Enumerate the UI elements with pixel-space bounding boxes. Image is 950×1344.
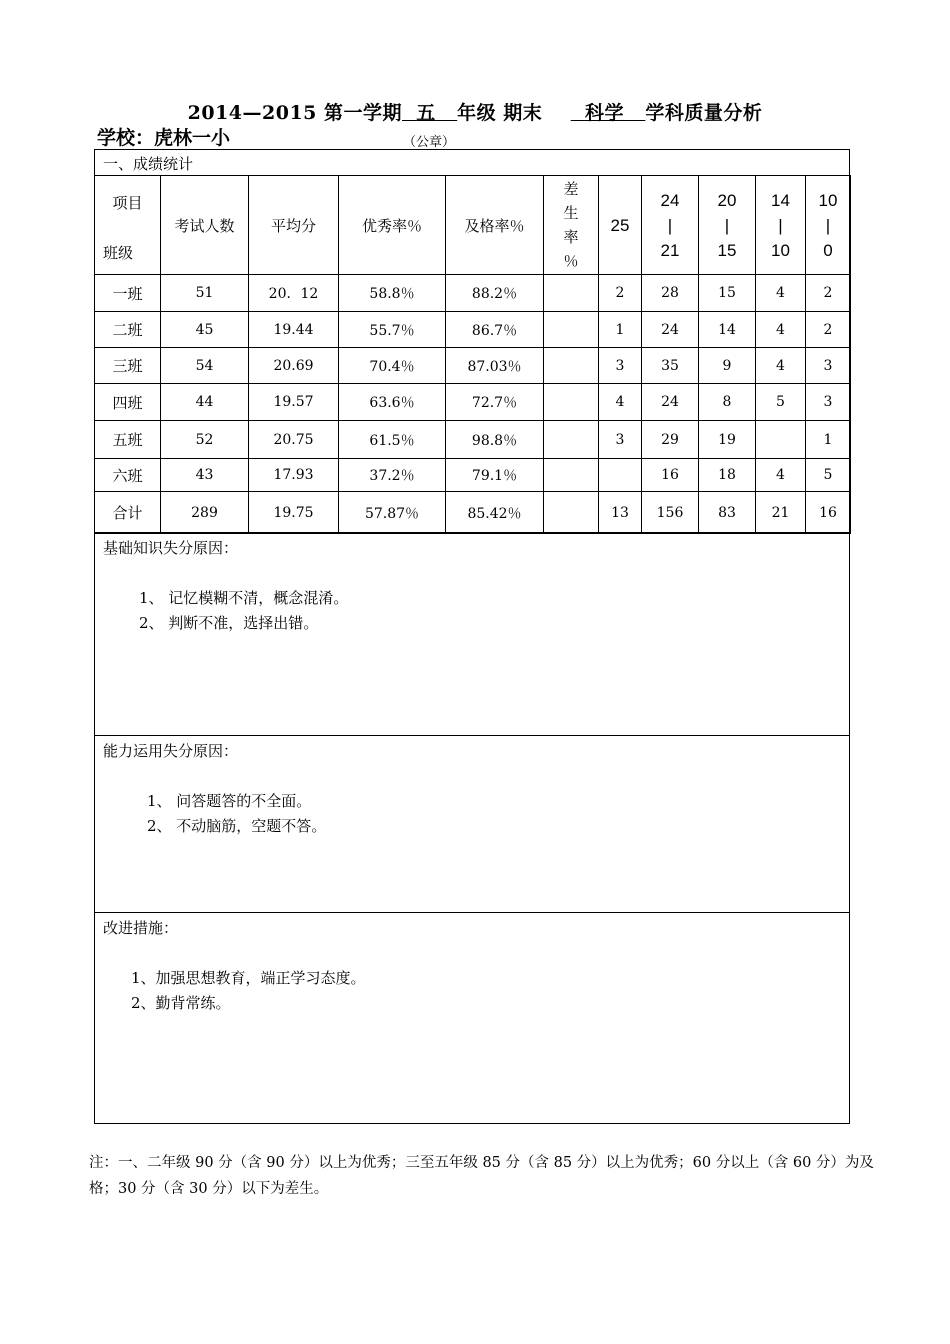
- cell-average: 20．12: [249, 275, 339, 312]
- cell-average: 19.44: [249, 312, 339, 348]
- header-average: 平均分: [249, 176, 339, 275]
- cell-score-10-0: 2: [806, 312, 851, 348]
- table-row: [95, 384, 851, 421]
- cell-average: 19.57: [249, 384, 339, 421]
- header-score-14-10: [756, 176, 806, 275]
- cell-count: 45: [161, 312, 249, 348]
- cell-low: [544, 312, 599, 348]
- header-score-24-21: [642, 176, 699, 275]
- low-rate-char: 生: [563, 204, 579, 222]
- cell-class: 二班: [95, 312, 161, 348]
- cell-pass: 88.2％: [446, 275, 544, 312]
- cell-excellent: 70.4％: [339, 348, 446, 384]
- range-bottom: 0: [823, 240, 833, 260]
- cell-pass: 85.42％: [446, 492, 544, 534]
- header-score-25: 25: [599, 176, 642, 275]
- improvement-label: 改进措施：: [103, 919, 179, 937]
- cell-score-20-15: 9: [699, 348, 756, 384]
- range-sep: |: [778, 215, 783, 235]
- cell-score-25: 13: [599, 492, 642, 534]
- cell-score-24-21: 16: [642, 459, 699, 492]
- low-rate-char: 差: [563, 180, 579, 198]
- header-excellent-rate: 优秀率％: [339, 176, 446, 275]
- cell-excellent: 57.87％: [339, 492, 446, 534]
- cell-score-25: 3: [599, 348, 642, 384]
- cell-average: 20.75: [249, 421, 339, 459]
- table-row: [95, 421, 851, 459]
- cell-score-20-15: 19: [699, 421, 756, 459]
- header-class-label: 班级: [103, 244, 134, 262]
- cell-low: [544, 384, 599, 421]
- cell-class: 合计: [95, 492, 161, 534]
- range-bottom: 10: [771, 240, 790, 260]
- cell-score-14-10: 4: [756, 275, 806, 312]
- cell-score-24-21: 24: [642, 312, 699, 348]
- header-score-20-15: [699, 176, 756, 275]
- cell-class: 三班: [95, 348, 161, 384]
- cell-score-25: 2: [599, 275, 642, 312]
- footnote: 注：一、二年级 90 分（含 90 分）以上为优秀；三至五年级 85 分（含 85 分）以上为优秀；60 分以上（含 60 分）为及格；30 分（含 30 分）以下为差生。: [89, 1155, 874, 1197]
- cell-score-24-21: 24: [642, 384, 699, 421]
- cell-score-10-0: 3: [806, 348, 851, 384]
- cell-pass: 79.1％: [446, 459, 544, 492]
- range-top: 24: [660, 190, 680, 210]
- header-item-label: 项目: [112, 194, 143, 212]
- header-item-class: [95, 176, 161, 275]
- cell-count: 43: [161, 459, 249, 492]
- table-row: [95, 275, 851, 312]
- cell-count: 289: [161, 492, 249, 534]
- cell-score-10-0: 1: [806, 421, 851, 459]
- range-top: 20: [717, 190, 737, 210]
- cell-low: [544, 459, 599, 492]
- cell-score-20-15: 15: [699, 275, 756, 312]
- cell-excellent: 55.7％: [339, 312, 446, 348]
- cell-score-10-0: 2: [806, 275, 851, 312]
- title-subject: [571, 102, 646, 124]
- cell-low: [544, 275, 599, 312]
- cell-score-24-21: 35: [642, 348, 699, 384]
- header-exam-count: 考试人数: [161, 176, 249, 275]
- cell-score-14-10: 4: [756, 312, 806, 348]
- official-seal-label: （公章）: [403, 135, 456, 150]
- title-exam: 年级 期末: [457, 102, 543, 124]
- cell-pass: 72.7％: [446, 384, 544, 421]
- basic-knowledge-section: [95, 532, 849, 736]
- cell-class: 四班: [95, 384, 161, 421]
- basic-knowledge-item: 1、 记忆模糊不清，概念混淆。: [139, 589, 349, 607]
- cell-score-14-10: [756, 421, 806, 459]
- grade-statistics-table: [94, 175, 851, 534]
- table-header-row: [95, 176, 851, 275]
- header-low-rate: [544, 176, 599, 275]
- table-row: [95, 459, 851, 492]
- cell-average: 20.69: [249, 348, 339, 384]
- cell-low: [544, 421, 599, 459]
- cell-low: [544, 348, 599, 384]
- cell-pass: 86.7％: [446, 312, 544, 348]
- cell-score-20-15: 8: [699, 384, 756, 421]
- range-top: 10: [818, 190, 838, 210]
- cell-count: 54: [161, 348, 249, 384]
- cell-average: 17.93: [249, 459, 339, 492]
- cell-average: 19.75: [249, 492, 339, 534]
- report-title: [0, 98, 950, 125]
- title-subject-value: 科学: [584, 102, 624, 124]
- cell-score-14-10: 4: [756, 459, 806, 492]
- cell-score-10-0: 16: [806, 492, 851, 534]
- title-grade: [402, 102, 457, 124]
- cell-low: [544, 492, 599, 534]
- table-row: [95, 312, 851, 348]
- table-row-total: [95, 492, 851, 534]
- cell-score-20-15: 18: [699, 459, 756, 492]
- header-score-10-0: [806, 176, 851, 275]
- cell-excellent: 58.8％: [339, 275, 446, 312]
- cell-count: 52: [161, 421, 249, 459]
- cell-score-10-0: 3: [806, 384, 851, 421]
- header-pass-rate: 及格率％: [446, 176, 544, 275]
- cell-class: 一班: [95, 275, 161, 312]
- basic-knowledge-label: 基础知识失分原因：: [103, 539, 239, 557]
- stats-section-title: 一、成绩统计: [103, 155, 194, 173]
- ability-item: 1、 问答题答的不全面。: [147, 792, 312, 810]
- cell-score-14-10: 4: [756, 348, 806, 384]
- low-rate-char: 率: [563, 228, 579, 246]
- cell-pass: 98.8％: [446, 421, 544, 459]
- range-sep: |: [724, 215, 730, 235]
- cell-count: 51: [161, 275, 249, 312]
- cell-pass: 87.03％: [446, 348, 544, 384]
- cell-score-25: 1: [599, 312, 642, 348]
- cell-score-24-21: 156: [642, 492, 699, 534]
- improvement-section: [95, 912, 849, 1124]
- low-rate-char: ％: [563, 252, 579, 270]
- ability-item: 2、 不动脑筋，空题不答。: [147, 817, 327, 835]
- cell-score-25: 3: [599, 421, 642, 459]
- cell-class: 五班: [95, 421, 161, 459]
- analysis-form: [94, 149, 850, 1124]
- basic-knowledge-item: 2、 判断不准，选择出错。: [139, 614, 319, 632]
- title-term: 2014—2015 第一学期: [187, 102, 403, 124]
- title-suffix: 学科质量分析: [645, 102, 763, 124]
- ability-label: 能力运用失分原因：: [103, 742, 239, 760]
- title-grade-value: 五: [416, 102, 436, 124]
- table-row: [95, 348, 851, 384]
- ability-section: [95, 735, 849, 913]
- cell-excellent: 61.5％: [339, 421, 446, 459]
- range-top: 14: [771, 190, 790, 210]
- range-bottom: 21: [660, 240, 680, 260]
- cell-score-20-15: 14: [699, 312, 756, 348]
- improvement-item: 2、勤背常练。: [131, 994, 231, 1012]
- cell-score-14-10: 21: [756, 492, 806, 534]
- improvement-item: 1、加强思想教育，端正学习态度。: [131, 969, 366, 987]
- cell-score-24-21: 29: [642, 421, 699, 459]
- cell-score-10-0: 5: [806, 459, 851, 492]
- cell-class: 六班: [95, 459, 161, 492]
- cell-score-24-21: 28: [642, 275, 699, 312]
- range-sep: |: [825, 215, 831, 235]
- cell-excellent: 37.2％: [339, 459, 446, 492]
- cell-excellent: 63.6％: [339, 384, 446, 421]
- cell-score-14-10: 5: [756, 384, 806, 421]
- cell-count: 44: [161, 384, 249, 421]
- school-name: 学校：虎林一小: [97, 127, 231, 149]
- range-bottom: 15: [717, 240, 737, 260]
- cell-score-20-15: 83: [699, 492, 756, 534]
- cell-score-25: [599, 459, 642, 492]
- cell-score-25: 4: [599, 384, 642, 421]
- range-sep: |: [667, 215, 673, 235]
